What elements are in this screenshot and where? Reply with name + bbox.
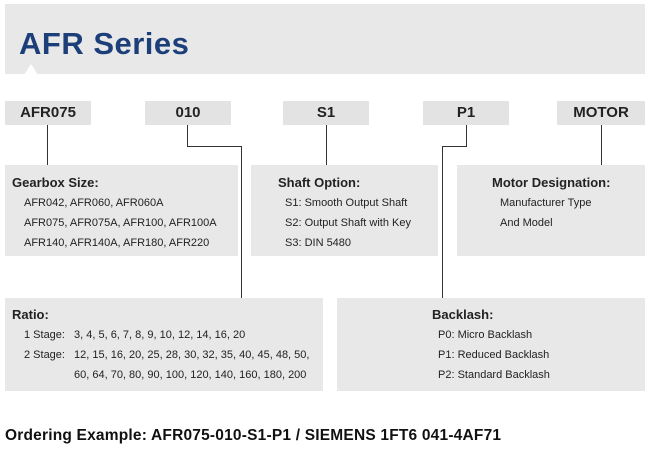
ratio-stage1-label: 1 Stage:: [24, 329, 65, 341]
ratio-stage2-values: 12, 15, 16, 20, 25, 28, 30, 32, 35, 40, 45, 48, 50,: [74, 349, 310, 361]
connector-ratio-horizontal: [187, 146, 242, 147]
backlash-heading: Backlash:: [432, 307, 494, 322]
motor-designation-line: Manufacturer Type: [500, 197, 592, 209]
ordering-example: Ordering Example: AFR075-010-S1-P1 / SIEMENS 1FT6 041-4AF71: [5, 427, 502, 444]
connector-backlash-down: [442, 146, 443, 298]
code-segment-motor: MOTOR: [557, 101, 645, 125]
ratio-box: [5, 298, 323, 391]
shaft-option-heading: Shaft Option:: [278, 175, 361, 190]
backlash-line: P2: Standard Backlash: [438, 369, 550, 381]
connector-motor: [601, 125, 602, 165]
banner-notch: [22, 64, 40, 78]
ratio-stage2-label: 2 Stage:: [24, 349, 65, 361]
connector-backlash-horizontal: [442, 146, 467, 147]
connector-gearbox: [47, 125, 48, 165]
connector-shaft: [326, 125, 327, 165]
code-segment-backlash: P1: [423, 101, 509, 125]
backlash-line: P1: Reduced Backlash: [438, 349, 550, 361]
page-title: AFR Series: [19, 26, 190, 61]
connector-backlash-top: [466, 125, 467, 147]
backlash-line: P0: Micro Backlash: [438, 329, 533, 341]
gearbox-size-line: AFR140, AFR140A, AFR180, AFR220: [24, 237, 210, 249]
motor-designation-box: [457, 165, 645, 256]
ratio-stage1-values: 3, 4, 5, 6, 7, 8, 9, 10, 12, 14, 16, 20: [74, 329, 246, 341]
gearbox-size-box: [5, 165, 238, 256]
motor-designation-line: And Model: [500, 217, 553, 229]
connector-ratio-top: [187, 125, 188, 147]
code-segment-gearbox: AFR075: [5, 101, 91, 125]
gearbox-size-line: AFR075, AFR075A, AFR100, AFR100A: [24, 217, 217, 229]
backlash-box: [337, 298, 645, 391]
gearbox-size-heading: Gearbox Size:: [12, 175, 99, 190]
code-segment-shaft: S1: [283, 101, 369, 125]
shaft-option-box: [251, 165, 438, 256]
ratio-stage2-values-cont: 60, 64, 70, 80, 90, 100, 120, 140, 160, 180, 200: [74, 369, 307, 381]
connector-ratio-down: [241, 146, 242, 298]
title-banner: [5, 4, 645, 74]
ratio-heading: Ratio:: [12, 307, 49, 322]
motor-designation-heading: Motor Designation:: [492, 175, 611, 190]
shaft-option-line: S2: Output Shaft with Key: [285, 217, 411, 229]
gearbox-size-line: AFR042, AFR060, AFR060A: [24, 197, 164, 209]
code-segment-ratio: 010: [145, 101, 231, 125]
shaft-option-line: S3: DIN 5480: [285, 237, 352, 249]
shaft-option-line: S1: Smooth Output Shaft: [285, 197, 408, 209]
